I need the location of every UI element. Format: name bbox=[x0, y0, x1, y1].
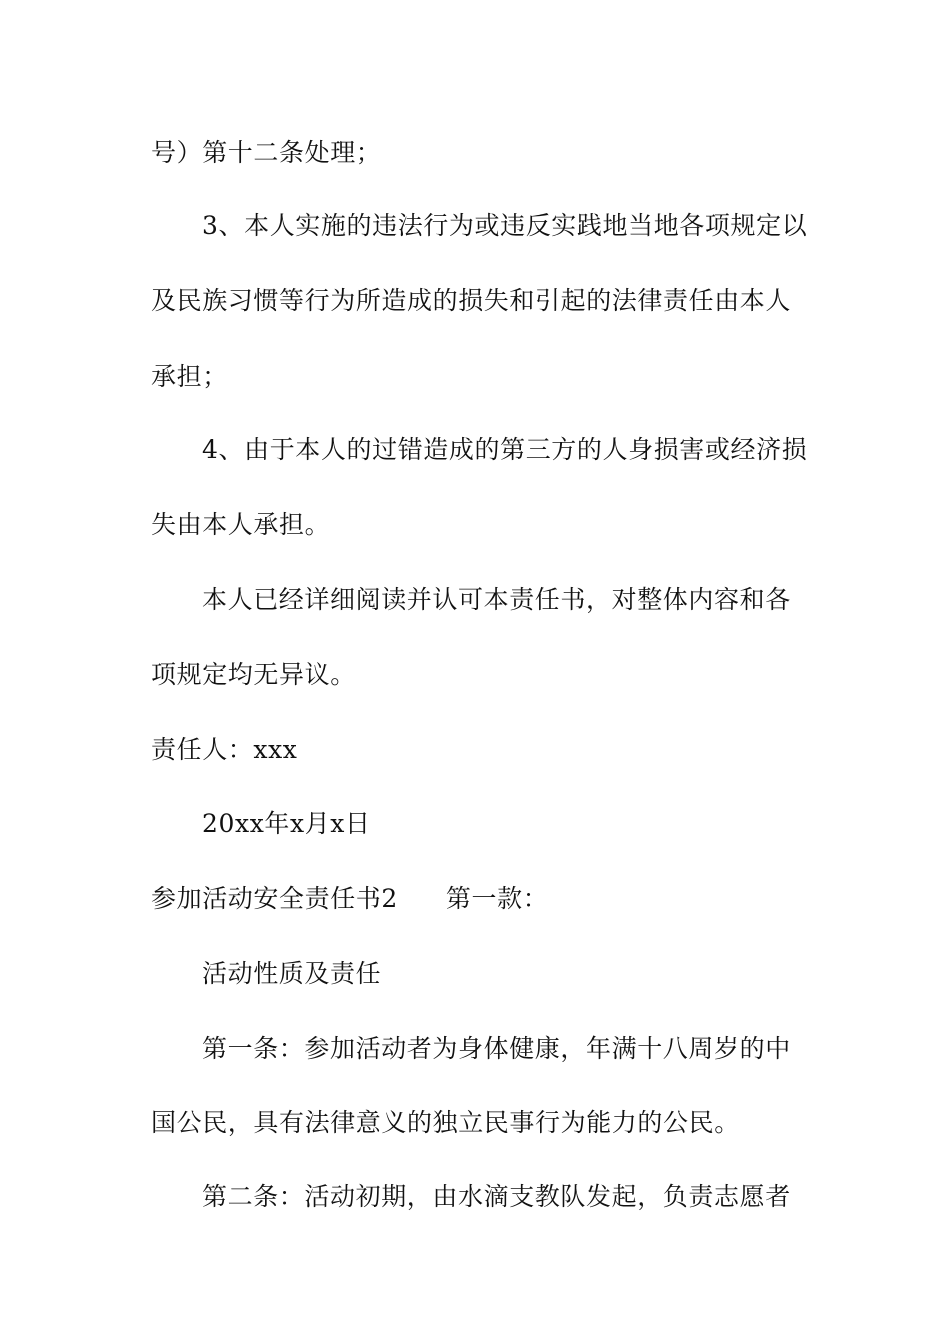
clause-3-line-2: 及民族习惯等行为所造成的损失和引起的法律责任由本人 bbox=[151, 286, 792, 315]
clause-label: 第一款： bbox=[445, 884, 549, 913]
section-2-heading: 参加活动安全责任书2 bbox=[151, 884, 398, 913]
article-2-line-1: 第二条：活动初期，由水滴支教队发起，负责志愿者 bbox=[202, 1182, 791, 1211]
article-1-line-2: 国公民，具有法律意义的独立民事行为能力的公民。 bbox=[151, 1108, 740, 1137]
signature-date: 20xx年x月x日 bbox=[202, 809, 371, 838]
section-2-heading-line bbox=[151, 886, 548, 911]
clause-3-line-3: 承担； bbox=[151, 362, 228, 391]
clause-title: 活动性质及责任 bbox=[202, 959, 382, 988]
clause-4-line-2: 失由本人承担。 bbox=[151, 510, 331, 539]
responsible-person: 责任人：xxx bbox=[151, 735, 298, 764]
clause-4-line-1: 4、由于本人的过错造成的第三方的人身损害或经济损 bbox=[202, 435, 808, 464]
article-1-line-1: 第一条：参加活动者为身体健康，年满十八周岁的中 bbox=[202, 1034, 791, 1063]
text-line: 号）第十二条处理； bbox=[151, 138, 382, 167]
acknowledgement-line-2: 项规定均无异议。 bbox=[151, 660, 356, 689]
acknowledgement-line-1: 本人已经详细阅读并认可本责任书，对整体内容和各 bbox=[202, 585, 791, 614]
clause-3-line-1: 3、本人实施的违法行为或违反实践地当地各项规定以 bbox=[202, 211, 808, 240]
